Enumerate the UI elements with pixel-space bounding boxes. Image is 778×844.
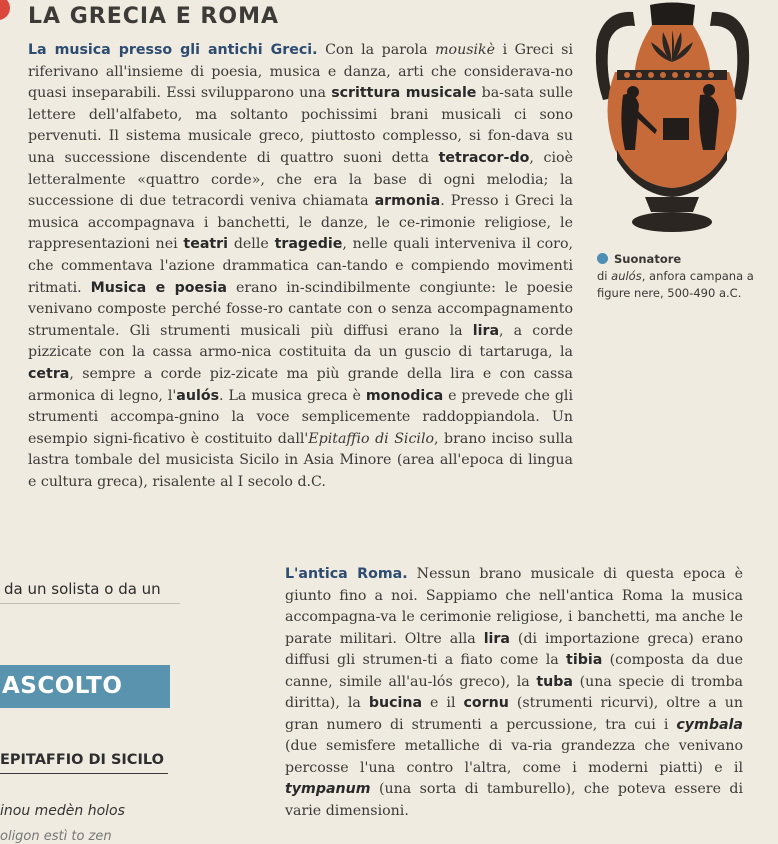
term-monodica: monodica: [365, 387, 444, 404]
text-run: (una specie di tromba diritta), la: [285, 673, 743, 711]
greek-music-column: [28, 40, 573, 493]
amphora-foot: [632, 212, 712, 232]
caption-dot-icon: [597, 253, 608, 264]
text-run: , nelle quali interveniva il coro, che commentava l'azione drammatica can-tando e compiendo movimenti ritmati.: [28, 236, 573, 296]
roman-music-paragraph: [285, 564, 743, 822]
term-bucina: bucina: [368, 695, 423, 711]
text-run: . Presso i Greci la musica accompagnava i banchetti, le danze, le ce-rimonie religiose, le rappresentazioni nei: [28, 193, 574, 253]
text-run: e prevede che gli strumenti accompa-gnino la voce semplicemente raddoppiandola. Un esempio signi-ficativo è costituito dall': [28, 387, 573, 447]
term-lira: lira: [472, 322, 500, 339]
text-run: (strumenti ricurvi), oltre a un gran numero di strumenti a percussione, tra cui i: [285, 695, 743, 733]
term-tetracordo: tetracor-do: [438, 149, 530, 166]
paragraph-lead-greci: La musica presso gli antichi Greci.: [28, 42, 318, 58]
text-run: (di importazione greca) erano diffusi gli strumen-ti a fiato come la: [285, 630, 744, 668]
section-marker-dot: [0, 0, 10, 20]
term-lira: lira: [483, 630, 510, 647]
text-run: ba-sata sulle lettere dell'alfabeto, ma soltanto pochissimi brani musicali ci sono pervenuti. Il sistema musicale greco, piuttosto complesso, si fon-dava su una successione discendente di quattro suoni detta: [28, 85, 573, 166]
term-epitaffio: Epitaffio di Sicilo: [308, 430, 435, 447]
lyric-line-1: inou medèn holos: [0, 803, 125, 819]
amphora-stem: [645, 197, 699, 212]
ascolto-label: ASCOLTO: [0, 665, 170, 708]
text-run: delle: [228, 236, 275, 253]
text-run: erano in-scindibilmente congiunte: le poesie venivano composte perché fosse-ro cantate con o senza accompagnamento strumentale. Gli strumenti musicali più diffusi erano la: [28, 279, 573, 339]
term-scrittura-musicale: scrittura musicale: [331, 85, 477, 102]
greek-music-paragraph: [28, 40, 573, 493]
caption-text: di: [597, 269, 612, 283]
text-run: Nessun brano musicale di questa epoca è giunto fino a noi. Sappiamo che nell'antica Roma la musica accompagna-va le cerimonie religiose, i banchetti, ma anche le parate militari. Oltre alla: [285, 566, 743, 647]
text-run: , brano inciso sulla lastra tombale del musicista Sicilo in Asia Minore (area all'epoca di lingua e cultura greca), risalente al I secolo d.C.: [28, 430, 573, 490]
text-run: (due semisfere metalliche di va-ria grandezza che venivano percosse l'una contro l'altra, come i moderni piatti) e il: [285, 738, 743, 776]
margin-note: da un solista o da un: [0, 580, 180, 604]
term-musica-poesia: Musica e poesia: [90, 279, 227, 296]
caption-term-aulos: aulós: [611, 269, 642, 283]
term-tympanum: tympanum: [285, 781, 371, 797]
term-tuba: tuba: [536, 673, 573, 690]
text-run: e il: [422, 695, 464, 711]
term-cymbala: cymbala: [676, 716, 743, 733]
text-run: (composta da due canne, simile all'au-lós greco), la: [285, 652, 743, 690]
amphora-image: [575, 0, 770, 245]
text-run: (una sorta di tamburello), che poteva essere di varie dimensioni.: [285, 781, 743, 819]
term-tragedie: tragedie: [274, 236, 343, 253]
section-title: LA GRECIA E ROMA: [28, 4, 279, 29]
text-run: , sempre a corde piz-zicate ma più grande della lira e con cassa armonica di legno, l': [28, 365, 573, 404]
caption-text: , anfora campana a figure nere, 500-490 a.C.: [597, 269, 754, 300]
text-run: i Greci si riferivano all'insieme di poesia, musica e danza, arti che considerava-no quasi inseparabili. Essi svilupparono una: [28, 42, 573, 102]
text-run: , cioè letteralmente «quattro corde», che era la base di ogni melodia; la successione di due tetracordi veniva chiamata: [28, 149, 573, 210]
caption-title: Suonatore: [614, 252, 682, 266]
roman-music-column: [285, 564, 743, 822]
term-teatri: teatri: [183, 236, 229, 253]
text-run: Con la parola: [317, 42, 436, 58]
text-run: . La musica greca è: [219, 387, 366, 404]
term-cetra: cetra: [28, 365, 70, 382]
term-armonia: armonia: [374, 193, 441, 210]
text-run: , a corde pizzicate con la cassa armo-nica costituita da un guscio di tartaruga, la: [28, 322, 573, 361]
amphora-lip: [650, 3, 695, 28]
listening-track-title: EPITAFFIO DI SICILO: [0, 752, 168, 774]
lyric-line-2: oligon estì to zen: [0, 829, 112, 844]
term-cornu: cornu: [463, 695, 509, 711]
term-aulos: aulós: [176, 387, 220, 404]
term-musike: mousikè: [435, 42, 496, 58]
paragraph-lead-roma: L'antica Roma.: [285, 566, 408, 582]
term-tibia: tibia: [566, 652, 603, 668]
image-caption: [597, 251, 775, 302]
